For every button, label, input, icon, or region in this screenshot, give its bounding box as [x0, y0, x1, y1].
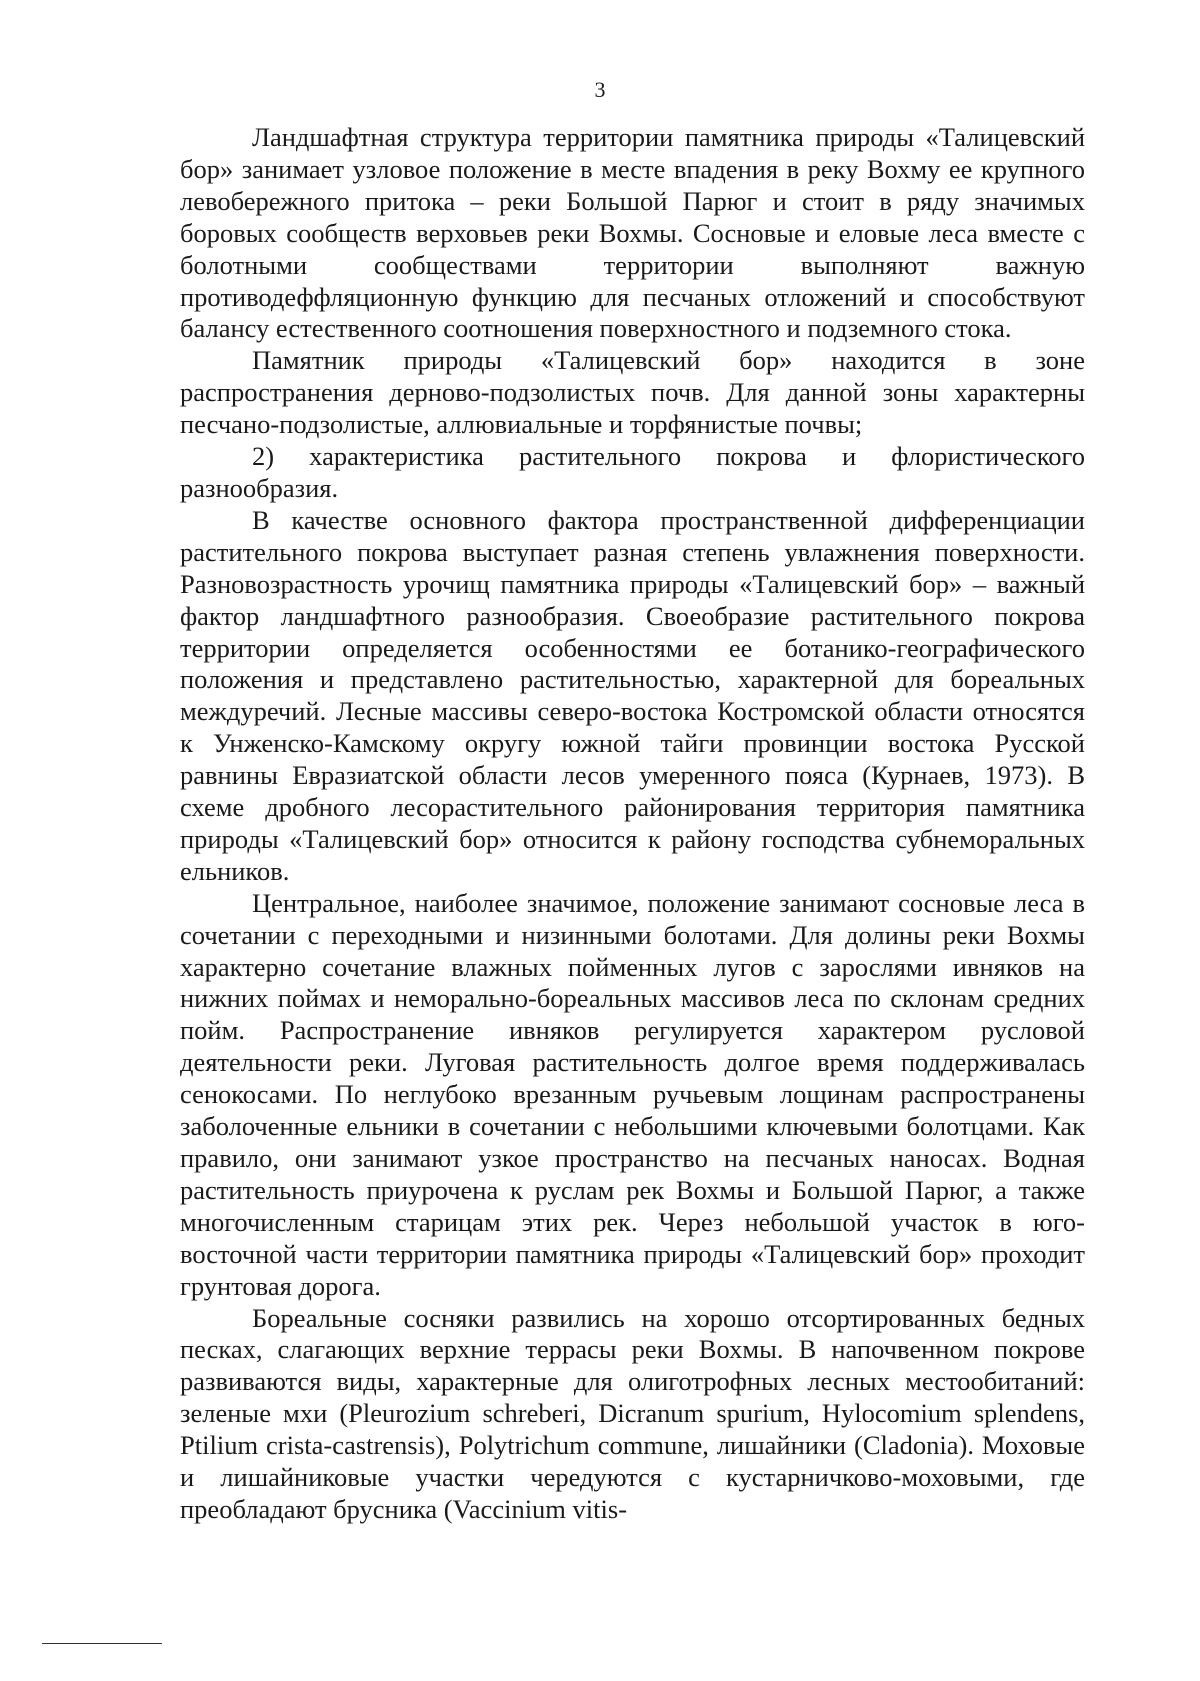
- paragraph-section-heading-vegetation: 2) характеристика растительного покрова и флористического разнообразия.: [180, 441, 1085, 503]
- paragraph-pine-forests: Центральное, наиболее значимое, положение занимают сосновые леса в сочетании с переходными и низинными болотами. Для долины реки Вохмы характерно сочетание влажных пойменных лугов с зарослями ивняков на нижних поймах и неморально-бореальных массивов леса по склонам средних пойм. Распространение ивняков регулируется характером русловой деятельности реки. Луговая растительность долгое время поддерживалась сенокосами. По неглубоко врезанным ручьевым лощинам распространены заболоченные ельники в сочетании с небольшими ключевыми болотцами. Как правило, они занимают узкое пространство на песчаных наносах. Водная растительность приурочена к руслам рек Вохмы и Большой Парюг, а также многочисленным старицам этих рек. Через небольшой участок в юго-восточной части территории памятника природы «Талицевский бор» проходит грунтовая дорога.: [180, 887, 1085, 1301]
- paragraph-soils: Памятник природы «Талицевский бор» находится в зоне распространения дерново-подзолистых почв. Для данной зоны характерны песчано-подзолистые, аллювиальные и торфянистые почвы;: [180, 345, 1085, 440]
- page-number: 3: [594, 77, 606, 102]
- document-body: [180, 122, 1085, 1526]
- paragraph-vegetation-differentiation: В качестве основного фактора пространственной дифференциации растительного покрова выступает разная степень увлажнения поверхности. Разновозрастность урочищ памятника природы «Талицевский бор» – важный фактор ландшафтного разнообразия. Своеобразие растительного покрова территории определяется особенностями ее ботанико-географического положения и представлено растительностью, характерной для бореальных междуречий. Лесные массивы северо-востока Костромской области относятся к Унженско-Камскому округу южной тайги провинции востока Русской равнины Евразиатской области лесов умеренного пояса (Курнаев, 1973). В схеме дробного лесорастительного районирования территория памятника природы «Талицевский бор» относится к району господства субнеморальных ельников.: [180, 504, 1085, 886]
- paragraph-landscape-structure: Ландшафтная структура территории памятника природы «Талицевский бор» занимает узловое положение в месте впадения в реку Вохму ее крупного левобережного притока – реки Большой Парюг и стоит в ряду значимых боровых сообществ верховьев реки Вохмы. Сосновые и еловые леса вместе с болотными сообществами территории выполняют важную противодеффляционную функцию для песчаных отложений и способствуют балансу естественного соотношения поверхностного и подземного стока.: [180, 122, 1085, 344]
- paragraph-boreal-pine: Бореальные сосняки развились на хорошо отсортированных бедных песках, слагающих верхние террасы реки Вохмы. В напочвенном покрове развиваются виды, характерные для олиготрофных лесных местообитаний: зеленые мхи (Pleurozium schreberi, Dicranum spurium, Hylocomium splendens, Ptilium crista-castrensis), Polytrichum commune, лишайники (Cladonia). Моховые и лишайниковые участки чередуются с кустарничково-моховыми, где преобладают брусника (Vaccinium vitis-: [180, 1302, 1085, 1524]
- footnote-separator-line: [42, 1643, 162, 1644]
